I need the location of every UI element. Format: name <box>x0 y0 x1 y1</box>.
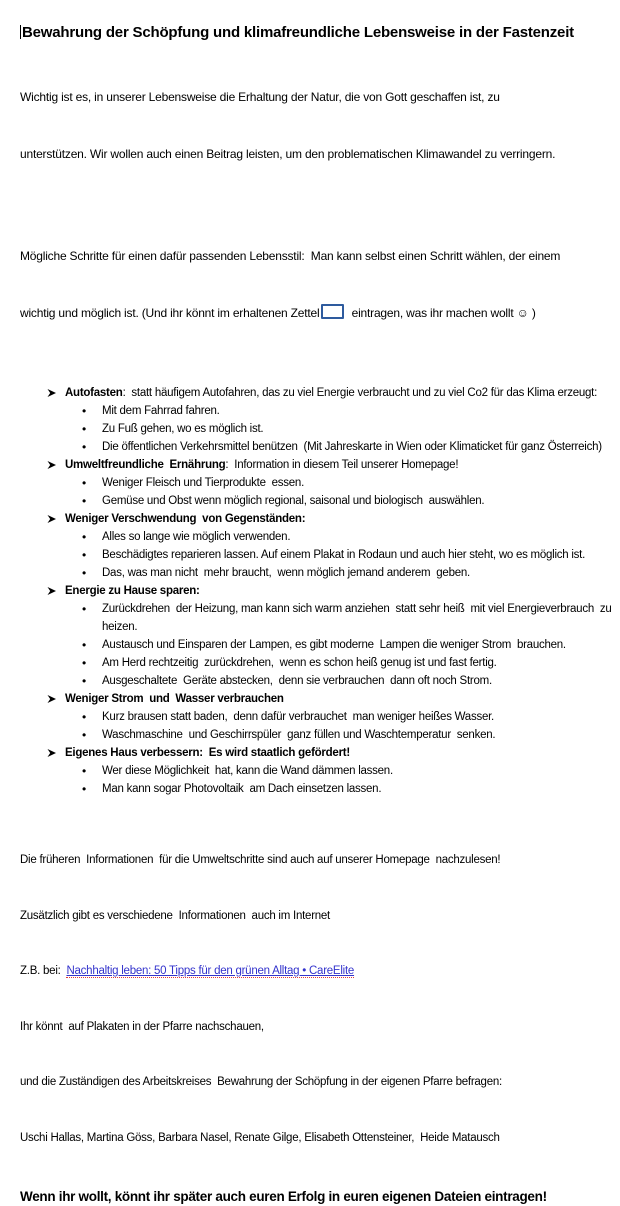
bullet-item: • Das, was man nicht mehr braucht, wenn möglich jemand anderem geben. <box>82 566 470 580</box>
dot-bullet-icon: • <box>82 728 86 742</box>
bullet-item: • Alles so lange wie möglich verwenden. <box>82 530 291 544</box>
dot-bullet-icon: • <box>82 494 86 508</box>
list-item-heading: Weniger Verschwendung von Gegenständen: <box>20 510 612 528</box>
page-title <box>20 24 612 41</box>
dot-bullet-icon: • <box>82 566 86 580</box>
bullet-item: • Austausch und Einsparen der Lampen, es gibt moderne Lampen die weniger Strom brauchen. <box>82 638 566 652</box>
careelite-link[interactable]: Nachhaltig leben: 50 Tipps für den grünen Alltag • CareElite <box>66 965 355 977</box>
footer-line-names: Uschi Hallas, Martina Göss, Barbara Nasel, Renate Gilge, Elisabeth Ottensteiner, Heide Matausch <box>20 1131 500 1144</box>
list-item-verschwendung <box>20 510 612 582</box>
list-item-ernaehrung <box>20 456 612 510</box>
intro-p1-line2: unterstützen. Wir wollen auch einen Beitrag leisten, um den problematischen Klimawandel zu verringern. <box>20 147 556 161</box>
arrow-bullet-icon <box>47 388 57 398</box>
footer-line-homepage: Die früheren Informationen für die Umweltschritte sind auch auf unserer Homepage nachzulesen! <box>20 854 501 866</box>
footer-line-plakate: Ihr könnt auf Plakaten in der Pfarre nachschauen, <box>20 1020 264 1033</box>
bullet-item: • Wer diese Möglichkeit hat, kann die Wand dämmen lassen. <box>82 764 393 778</box>
bullet-item: • Weniger Fleisch und Tierprodukte essen. <box>82 476 305 490</box>
bullet-item: • Die öffentlichen Verkehrsmittel benützen (Mit Jahreskarte in Wien oder Klimaticket für ganz Österreich) <box>82 440 602 454</box>
closing-bold-line: Wenn ihr wollt, könnt ihr später auch euren Erfolg in euren eigenen Dateien eintragen! <box>20 1189 547 1204</box>
dot-bullet-icon: • <box>82 638 86 652</box>
footer-line-arbeitskreis: und die Zuständigen des Arbeitskreises Bewahrung der Schöpfung in der eigenen Pfarre befragen: <box>20 1076 502 1088</box>
intro-paragraph-2 <box>20 209 612 361</box>
text-cursor <box>20 25 21 39</box>
dot-bullet-icon: • <box>82 710 86 724</box>
footer-line-internet: Zusätzlich gibt es verschiedene Informationen auch im Internet <box>20 909 331 922</box>
list-item-energie-sparen <box>20 582 615 690</box>
dot-bullet-icon: • <box>82 548 86 562</box>
arrow-bullet-icon <box>47 748 57 758</box>
intro-p1-line1: Wichtig ist es, in unserer Lebensweise die Erhaltung der Natur, die von Gott geschaffen ist, zu <box>20 90 500 104</box>
dot-bullet-icon: • <box>82 530 86 544</box>
arrow-bullet-icon <box>47 460 57 470</box>
bullet-item: • Waschmaschine und Geschirrspüler ganz füllen und Waschtemperatur senken. <box>82 728 496 742</box>
dot-bullet-icon: • <box>82 440 86 454</box>
arrow-bullet-icon <box>47 694 57 704</box>
dot-bullet-icon: • <box>82 422 86 436</box>
intro-p2-line1: Mögliche Schritte für einen dafür passenden Lebensstil: Man kann selbst einen Schritt wählen, der einem <box>20 249 561 263</box>
intro-paragraph-1 <box>20 50 612 202</box>
dot-bullet-icon: • <box>82 764 86 778</box>
bullet-item: • Zurückdrehen der Heizung, man kann sich warm anziehen statt sehr heiß mit viel Energieverbrauch zu heizen. <box>82 602 615 633</box>
footer-line-link: Z.B. bei: Nachhaltig leben: 50 Tipps für den grünen Alltag • CareElite <box>20 965 355 977</box>
footer-notes <box>20 814 612 1184</box>
list-item-heading: Umweltfreundliche Ernährung: Information in diesem Teil unserer Homepage! <box>20 456 612 474</box>
dot-bullet-icon: • <box>82 602 86 616</box>
list-item-strom-wasser <box>20 690 612 744</box>
dot-bullet-icon: • <box>82 674 86 688</box>
dot-bullet-icon: • <box>82 656 86 670</box>
intro-p2-line2: wichtig und möglich ist. (Und ihr könnt im erhaltenen Zettel eintragen, was ihr machen wollt ☺ ) <box>20 306 536 320</box>
list-item-haus-verbessern <box>20 744 612 798</box>
bullet-item: • Mit dem Fahrrad fahren. <box>82 404 220 418</box>
list-item-heading: Weniger Strom und Wasser verbrauchen <box>20 690 612 708</box>
list-item-heading: Eigenes Haus verbessern: Es wird staatlich gefördert! <box>20 744 612 762</box>
bullet-item: • Gemüse und Obst wenn möglich regional, saisonal und biologisch auswählen. <box>82 494 485 508</box>
bullet-item: • Ausgeschaltete Geräte abstecken, denn sie verbrauchen dann oft noch Strom. <box>82 674 492 688</box>
dot-bullet-icon: • <box>82 476 86 490</box>
empty-checkbox-icon <box>321 304 344 319</box>
arrow-bullet-icon <box>47 514 57 524</box>
bullet-item: • Man kann sogar Photovoltaik am Dach einsetzen lassen. <box>82 782 382 796</box>
arrow-bullet-icon <box>47 586 57 596</box>
steps-list <box>20 384 615 798</box>
bullet-item: • Am Herd rechtzeitig zurückdrehen, wenn es schon heiß genug ist und fast fertig. <box>82 656 497 670</box>
list-item-autofasten <box>20 384 612 456</box>
list-item-heading: Energie zu Hause sparen: <box>20 582 612 600</box>
bullet-item: • Beschädigtes reparieren lassen. Auf einem Plakat in Rodaun und auch hier steht, wo es möglich ist. <box>82 548 586 562</box>
dot-bullet-icon: • <box>82 404 86 418</box>
bullet-item: • Kurz brausen statt baden, denn dafür verbrauchet man weniger heißes Wasser. <box>82 710 494 724</box>
page-title-text: Bewahrung der Schöpfung und klimafreundliche Lebensweise in der Fastenzeit <box>22 24 574 41</box>
bullet-item: • Zu Fuß gehen, wo es möglich ist. <box>82 422 264 436</box>
dot-bullet-icon: • <box>82 782 86 796</box>
list-item-heading: Autofasten: statt häufigem Autofahren, das zu viel Energie verbraucht und zu viel Co2 für das Klima erzeugt: <box>20 384 612 402</box>
